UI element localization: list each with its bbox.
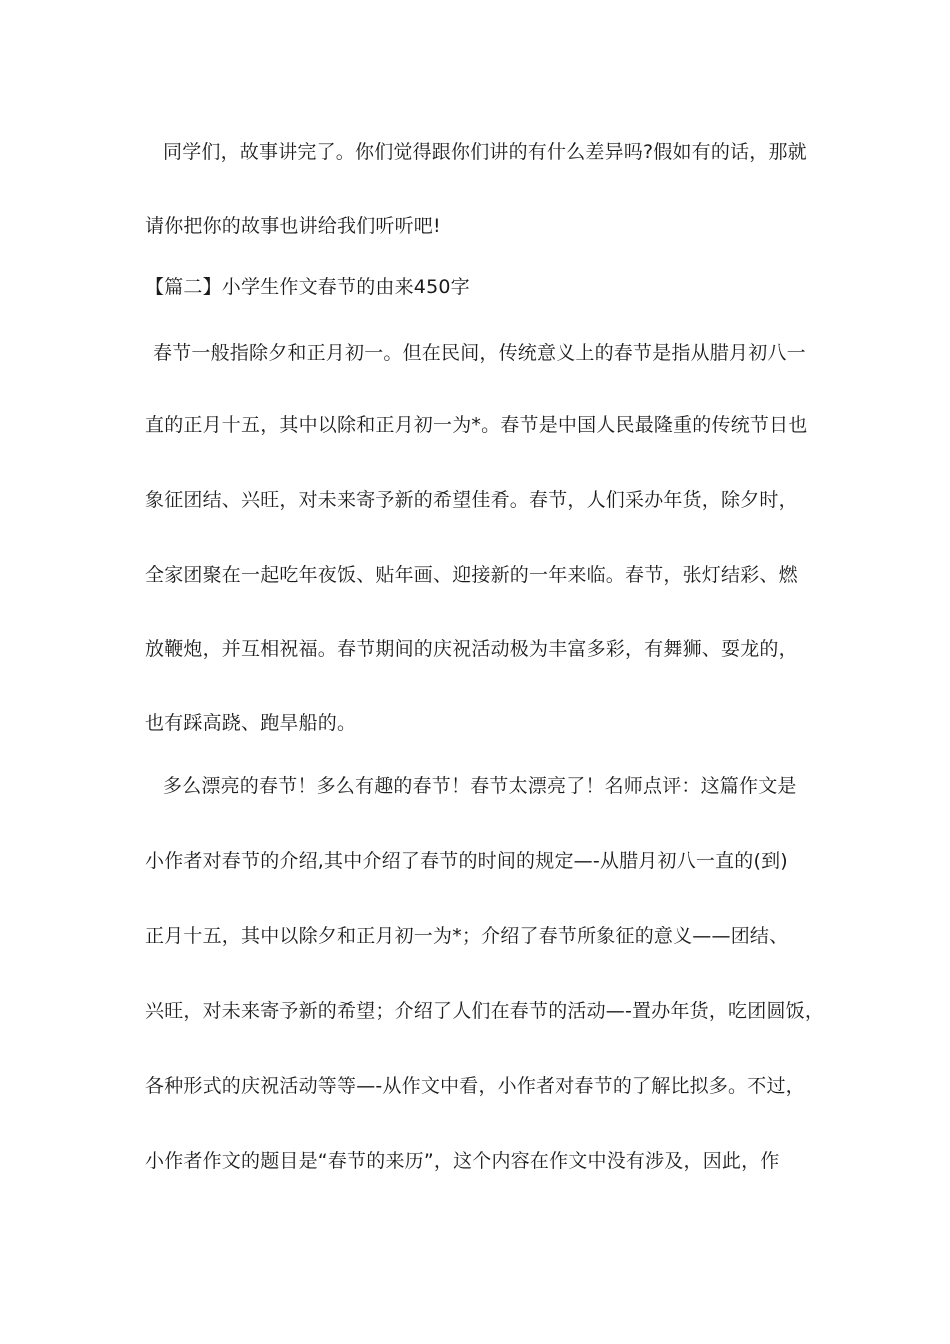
paragraph-line-9: 多么漂亮的春节！多么有趣的春节！春节太漂亮了！名师点评：这篇作文是 <box>163 775 797 797</box>
paragraph-line-14: 小作者作文的题目是“春节的来历”，这个内容在作文中没有涉及，因此，作 <box>145 1150 780 1172</box>
paragraph-line-2: 请你把你的故事也讲给我们听听吧! <box>145 215 441 237</box>
paragraph-line-5: 象征团结、兴旺，对未来寄予新的希望佳肴。春节，人们采办年货，除夕时， <box>145 489 798 511</box>
paragraph-line-7: 放鞭炮，并互相祝福。春节期间的庆祝活动极为丰富多彩，有舞狮、耍龙的， <box>145 638 798 660</box>
paragraph-line-12: 兴旺，对未来寄予新的希望；介绍了人们在春节的活动—-置办年货，吃团圆饭， <box>145 1000 825 1022</box>
paragraph-line-1: 同学们，故事讲完了。你们觉得跟你们讲的有什么差异吗?假如有的话，那就 <box>163 141 807 163</box>
paragraph-line-3: 春节一般指除夕和正月初一。但在民间，传统意义上的春节是指从腊月初八一 <box>153 342 806 364</box>
paragraph-line-6: 全家团聚在一起吃年夜饭、贴年画、迎接新的一年来临。春节，张灯结彩、燃 <box>145 564 798 586</box>
paragraph-line-8: 也有踩高跷、跑旱船的。 <box>145 712 357 734</box>
section-heading: 【篇二】小学生作文春节的由来450字 <box>145 276 470 298</box>
paragraph-line-10: 小作者对春节的介绍,其中介绍了春节的时间的规定—-从腊月初八一直的(到) <box>145 850 788 872</box>
paragraph-line-11: 正月十五，其中以除夕和正月初一为*；介绍了春节所象征的意义——团结、 <box>145 925 789 947</box>
paragraph-line-13: 各种形式的庆祝活动等等—-从作文中看，小作者对春节的了解比拟多。不过， <box>145 1075 805 1097</box>
paragraph-line-4: 直的正月十五，其中以除和正月初一为*。春节是中国人民最隆重的传统节日也 <box>145 414 808 436</box>
